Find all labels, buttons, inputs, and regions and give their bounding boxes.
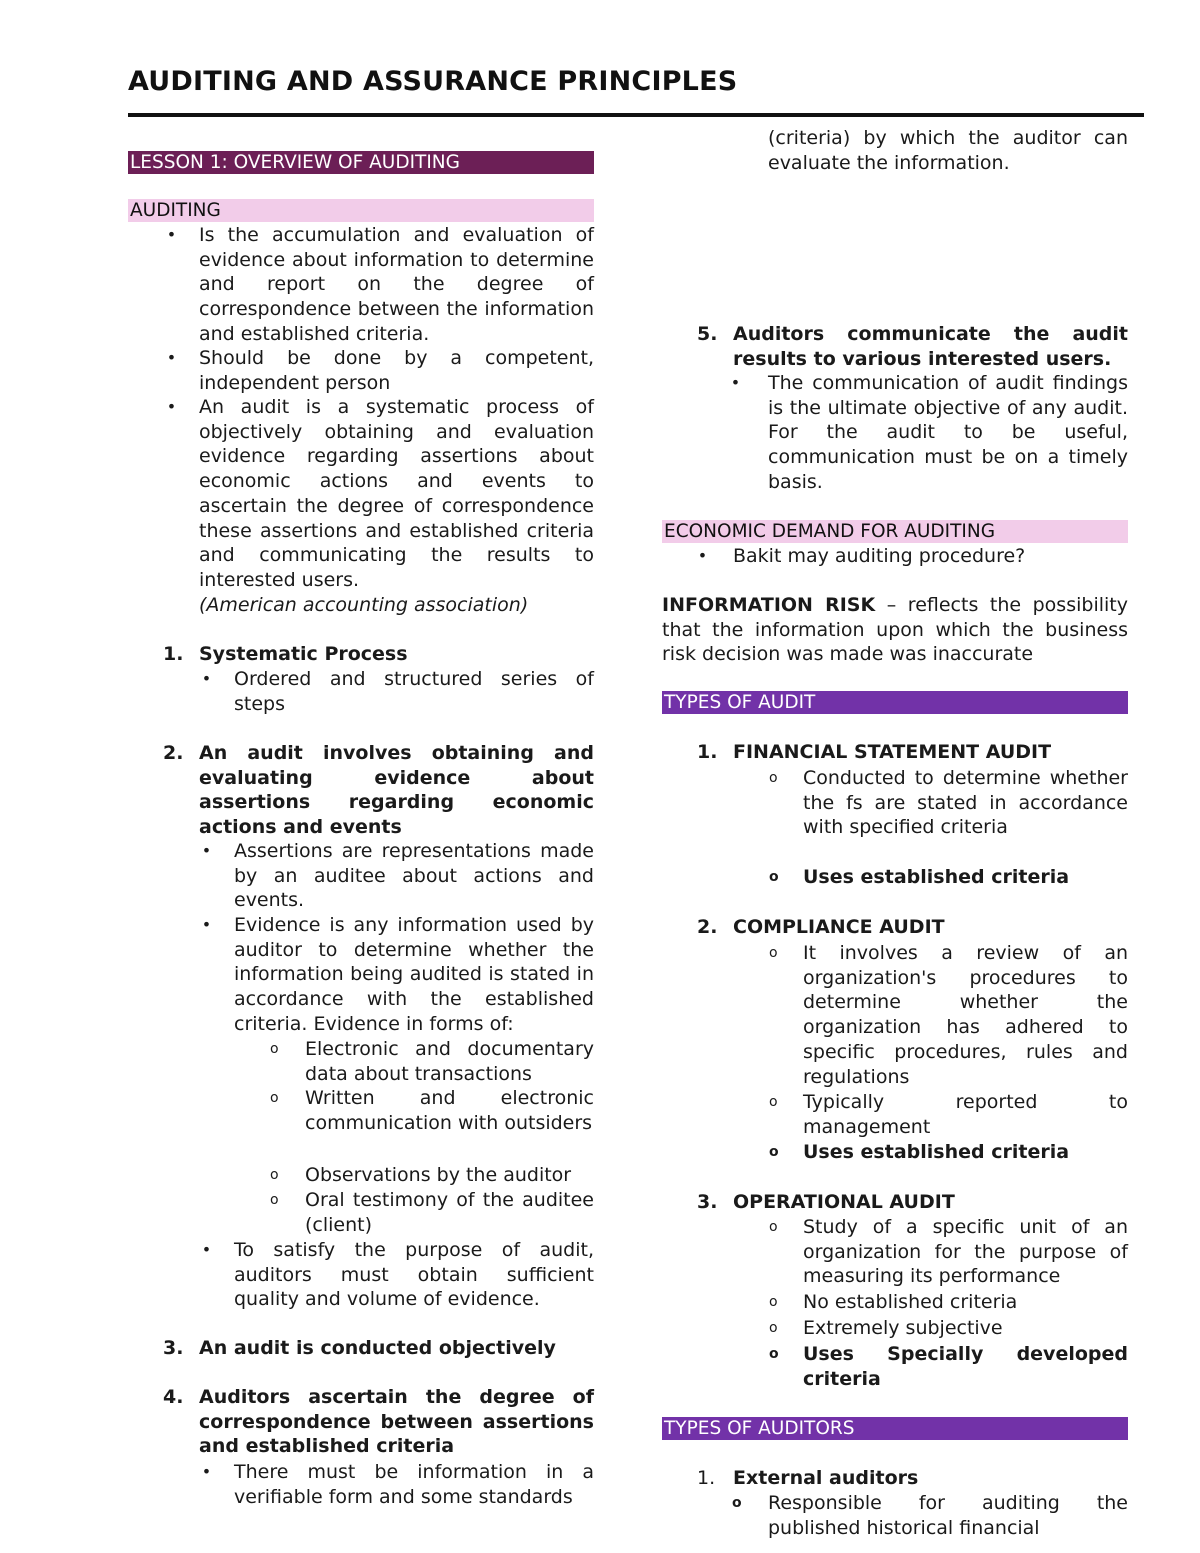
audit-point (803, 1290, 1128, 1315)
circle-bullet-icon: o (769, 1320, 778, 1336)
evidence-form (305, 1086, 594, 1135)
bullet-icon: • (201, 1240, 212, 1259)
item-number: 3. (697, 1191, 718, 1213)
paragraph: Is the accumulation and evaluation of evidence about information to determine and report on the degree of correspondence between the information and established criteria. (199, 224, 594, 345)
economic-demand-bar: ECONOMIC DEMAND FOR AUDITING (662, 520, 1128, 543)
paragraph: Conducted to determine whether the fs are stated in accordance with specified criteria (803, 767, 1128, 839)
evidence-form (305, 1163, 594, 1188)
types-of-auditors-bar: TYPES OF AUDITORS (662, 1417, 1128, 1440)
circle-bullet-icon: o (769, 770, 778, 786)
item-heading: Systematic Process (199, 643, 408, 665)
paragraph: No established criteria (803, 1291, 1018, 1313)
information-risk (662, 593, 1128, 667)
types-of-audit-bar: TYPES OF AUDIT (662, 691, 1128, 714)
audit-point (803, 1090, 1128, 1139)
item-heading (199, 1385, 594, 1459)
circle-bullet-icon: o (769, 1144, 779, 1160)
evidence-form (305, 1188, 594, 1237)
item-bullet (234, 1460, 594, 1509)
item-heading: An audit is conducted objectively (199, 1337, 556, 1359)
item-bullet (234, 667, 594, 716)
paragraph: Evidence is any information used by auditor to determine whether the information being audited is stated in accordance with the established criteria. Evidence in forms of: (234, 914, 594, 1035)
item-number: 2. (697, 916, 718, 938)
document-title: AUDITING AND ASSURANCE PRINCIPLES (128, 66, 738, 97)
citation: (American accounting association) (199, 593, 529, 616)
item-number: 4. (163, 1386, 184, 1408)
continued-text (768, 126, 1128, 175)
info-risk-text: – reflects the possibility that the information upon which the business risk decision was made was inaccurate (662, 594, 1128, 666)
item-heading: COMPLIANCE AUDIT (733, 916, 945, 938)
circle-bullet-icon: o (769, 945, 778, 961)
economic-bullet (733, 544, 1128, 569)
audit-point (803, 1316, 1128, 1341)
paragraph: The communication of audit findings is the ultimate objective of any audit. For the audit to be useful, communication must be on a timely basis. (768, 372, 1128, 493)
item-heading: External auditors (733, 1467, 919, 1489)
evidence-form (305, 1037, 594, 1086)
paragraph: (criteria) by which the auditor can evaluate the information. (768, 127, 1128, 174)
circle-bullet-icon: o (769, 1219, 778, 1235)
circle-bullet-icon: o (769, 1346, 779, 1362)
item-number: 1. (697, 1467, 716, 1489)
paragraph: Should be done by a competent, independent person (199, 347, 594, 394)
paragraph: It involves a review of an organization's procedures to determine whether the organization has adhered to specific procedures, rules and regulations (803, 942, 1128, 1088)
paragraph: Bakit may auditing procedure? (733, 545, 1026, 567)
audit-point (803, 766, 1128, 840)
circle-bullet-icon: o (769, 1094, 778, 1110)
circle-bullet-icon: o (270, 1090, 279, 1106)
item-heading (733, 322, 1128, 371)
definition-bullet (199, 223, 594, 347)
circle-bullet-icon: o (270, 1041, 279, 1057)
paragraph: An audit is a systematic process of objectively obtaining and evaluation evidence regarding assertions about economic actions and events to ascertain the degree of correspondence these assertions and established criteria and communicating the results to interested users. (199, 396, 594, 591)
audit-point-bold: Uses established criteria (803, 866, 1070, 888)
lesson-heading-bar: LESSON 1: OVERVIEW OF AUDITING (128, 151, 594, 174)
paragraph: To satisfy the purpose of audit, auditors must obtain sufficient quality and volume of evidence. (234, 1239, 594, 1311)
audit-point (803, 1215, 1128, 1289)
item-heading (199, 741, 594, 840)
item-bullet (768, 371, 1128, 495)
item-bullet (234, 1238, 594, 1312)
paragraph: Ordered and structured series of steps (234, 668, 594, 715)
bullet-icon: • (201, 1462, 212, 1481)
item-number: 2. (163, 742, 184, 764)
item-bullet (234, 839, 594, 913)
paragraph: Extremely subjective (803, 1317, 1003, 1339)
circle-bullet-icon: o (769, 869, 779, 885)
paragraph: Assertions are representations made by an auditee about actions and events. (234, 840, 594, 912)
bullet-icon: • (201, 669, 212, 688)
paragraph: Uses Specially developed criteria (803, 1343, 1128, 1390)
bullet-icon: • (201, 841, 212, 860)
heading-text: Auditors communicate the audit results to various interested users. (733, 323, 1128, 370)
bullet-icon: • (166, 348, 177, 367)
title-rule (128, 113, 1144, 117)
auditing-heading-bar: AUDITING (128, 199, 594, 222)
audit-point (803, 941, 1128, 1089)
bullet-icon: • (166, 225, 177, 244)
paragraph: Study of a specific unit of an organization for the purpose of measuring its performance (803, 1216, 1128, 1288)
paragraph: Responsible for auditing the published historical financial (768, 1492, 1128, 1539)
audit-point (768, 1491, 1128, 1540)
paragraph: Oral testimony of the auditee (client) (305, 1189, 594, 1236)
bullet-icon: • (697, 546, 708, 565)
item-bullet (234, 913, 594, 1037)
item-number: 5. (697, 323, 718, 345)
competent-bullet (199, 346, 594, 395)
item-number: 1. (163, 643, 184, 665)
bullet-icon: • (166, 397, 177, 416)
item-heading: OPERATIONAL AUDIT (733, 1191, 955, 1213)
item-number: 1. (697, 741, 718, 763)
aaa-definition-bullet (199, 395, 594, 617)
paragraph: Written and electronic communication with outsiders (305, 1087, 594, 1134)
item-heading: FINANCIAL STATEMENT AUDIT (733, 741, 1052, 763)
circle-bullet-icon: o (769, 1294, 778, 1310)
circle-bullet-icon: o (732, 1495, 742, 1511)
heading-text: An audit involves obtaining and evaluating evidence about assertions regarding economic actions and events (199, 742, 594, 839)
audit-point-bold (803, 1342, 1128, 1391)
paragraph: There must be information in a verifiable form and some standards (234, 1461, 594, 1508)
audit-point-bold: Uses established criteria (803, 1141, 1070, 1163)
paragraph: Electronic and documentary data about transactions (305, 1038, 594, 1085)
info-risk-term: INFORMATION RISK (662, 594, 876, 616)
paragraph: Typically reported to management (803, 1091, 1128, 1138)
circle-bullet-icon: o (270, 1192, 279, 1208)
paragraph: Observations by the auditor (305, 1164, 572, 1186)
item-number: 3. (163, 1337, 184, 1359)
bullet-icon: • (730, 373, 741, 392)
heading-text: Auditors ascertain the degree of correspondence between assertions and established criteria (199, 1386, 594, 1458)
circle-bullet-icon: o (270, 1167, 279, 1183)
bullet-icon: • (201, 915, 212, 934)
